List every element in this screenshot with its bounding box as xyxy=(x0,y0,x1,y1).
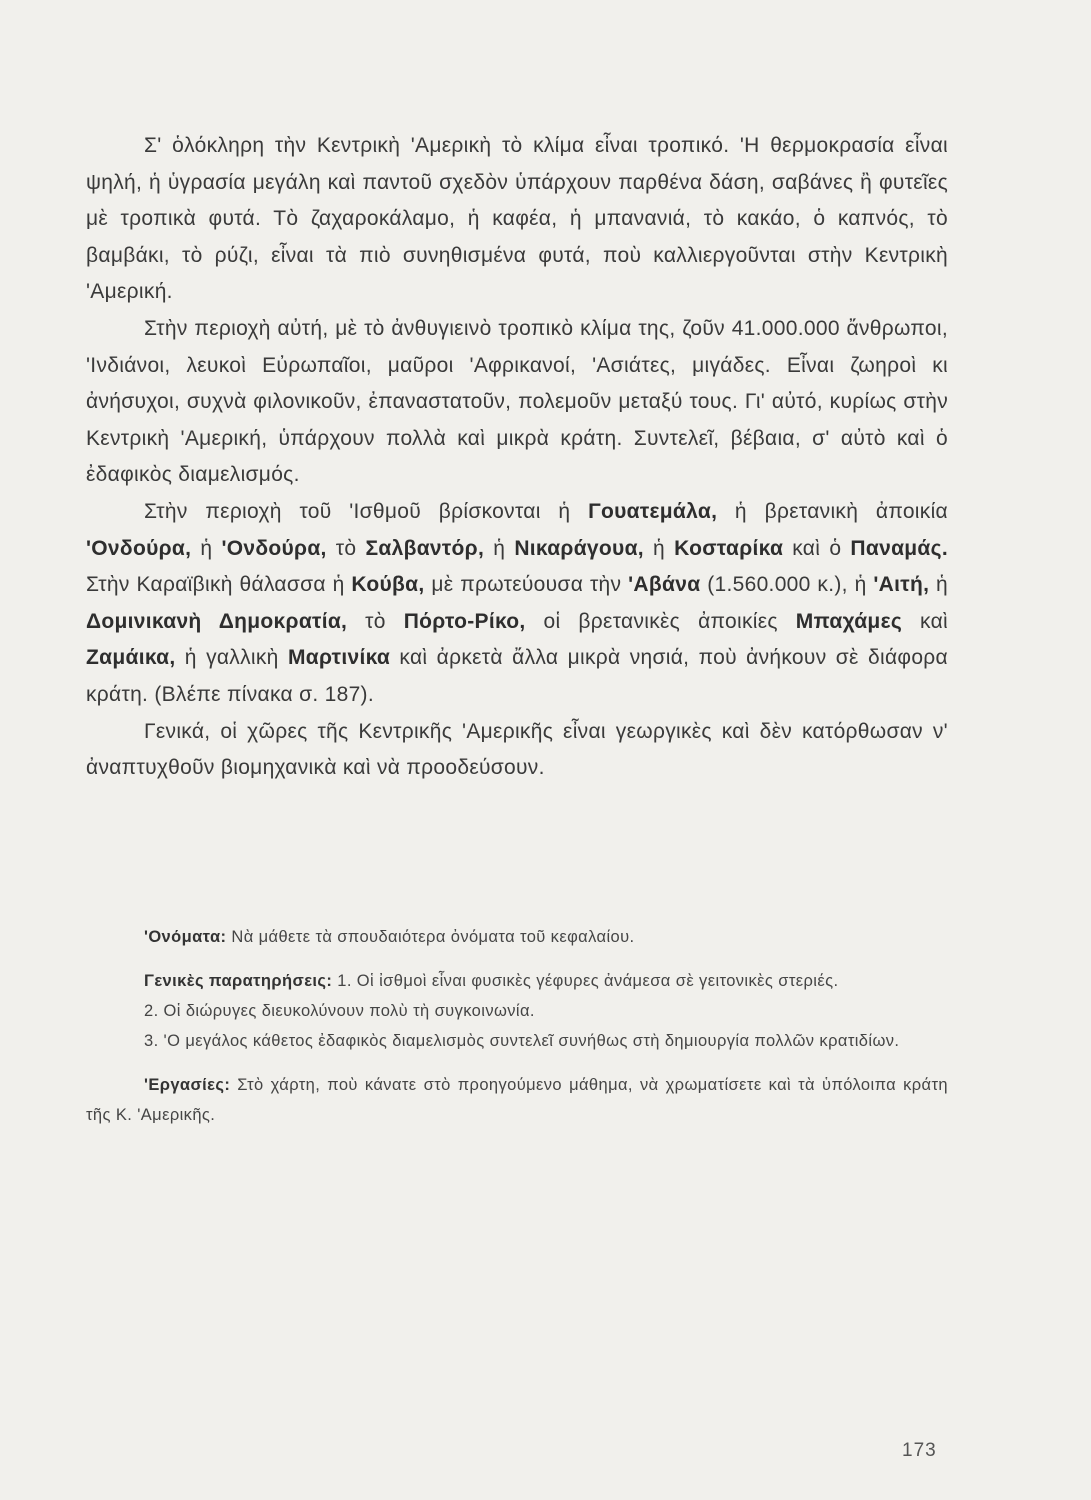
tasks-note: 'Εργασίες: Στὸ χάρτη, ποὺ κάνατε στὸ προηγούμενο μάθημα, νὰ χρωματίσετε καὶ τὰ ὑπόλοιπα κράτη τῆς Κ. 'Αμερικῆς. xyxy=(86,1076,948,1124)
names-note: 'Ονόματα: Νὰ μάθετε τὰ σπουδαιότερα ὀνόματα τοῦ κεφαλαίου. xyxy=(144,928,635,946)
country-name: Κοσταρίκα xyxy=(674,536,784,560)
country-name: 'Αιτή, xyxy=(873,573,930,597)
country-name: Κούβα, xyxy=(351,573,425,597)
country-name: 'Ονδούρα, xyxy=(221,536,327,560)
general-note-3: 3. 'Ο μεγάλος κάθετος ἐδαφικὸς διαμελισμὸς συντελεῖ συνήθως στὴ δημιουργία πολλῶν κρατιδίων. xyxy=(144,1032,900,1050)
general-notes: Γενικὲς παρατηρήσεις: 1. Οἱ ἰσθμοὶ εἶναι φυσικὲς γέφυρες ἀνάμεσα σὲ γειτονικὲς στεριές. xyxy=(144,972,839,990)
country-name: Σαλβαντόρ, xyxy=(365,536,485,560)
country-name: Νικαράγουα, xyxy=(514,536,644,560)
names-label: 'Ονόματα: xyxy=(144,928,227,946)
tasks-label: 'Εργασίες: xyxy=(144,1076,231,1094)
main-text xyxy=(86,128,948,787)
general-note-2: 2. Οἱ διώρυγες διευκολύνουν πολὺ τὴ συγκοινωνία. xyxy=(144,1002,535,1020)
notes-section xyxy=(86,922,948,1130)
country-name: Ζαμάικα, xyxy=(86,646,176,670)
country-name: Μπαχάμες xyxy=(795,609,903,633)
page-number: 173 xyxy=(902,1440,937,1461)
paragraph-summary: Γενικά, οἱ χῶρες τῆς Κεντρικῆς 'Αμερικῆς εἶναι γεωργικὲς καὶ δὲν κατόρθωσαν ν' ἀναπτυχθοῦν βιομηχανικὰ καὶ νὰ προοδεύσουν. xyxy=(86,719,948,780)
country-name: Παναμάς. xyxy=(850,536,948,560)
general-label: Γενικὲς παρατηρήσεις: xyxy=(144,972,333,990)
country-name: Μαρτινίκα xyxy=(287,646,391,670)
paragraph-climate: Σ' ὁλόκληρη τὴν Κεντρικὴ 'Αμερικὴ τὸ κλίμα εἶναι τροπικό. 'Η θερμοκρασία εἶναι ψηλή, ἡ ὑγρασία μεγάλη καὶ παντοῦ σχεδὸν ὑπάρχουν παρθένα δάση, σαβάνες ἢ φυτεῖες μὲ τροπικὰ φυτά. Τὸ ζαχαροκάλαμο, ἡ καφέα, ἡ μπανανιά, τὸ κακάο, ὁ καπνός, τὸ βαμβάκι, τὸ ρύζι, εἶναι τὰ πιὸ συνηθισμένα φυτά, ποὺ καλλιεργοῦνται στὴν Κεντρικὴ 'Αμερική. xyxy=(86,134,948,304)
paragraph-population: Στὴν περιοχὴ αὐτή, μὲ τὸ ἀνθυγιεινὸ τροπικὸ κλίμα της, ζοῦν 41.000.000 ἄνθρωποι, 'Ινδιάνοι, λευκοὶ Εὐρωπαῖοι, μαῦροι 'Αφρικανοί, 'Ασιάτες, μιγάδες. Εἶναι ζωηροὶ κι ἀνήσυχοι, συχνὰ φιλονικοῦν, ἐπαναστατοῦν, πολεμοῦν μεταξύ τους. Γι' αὐτό, κυρίως στὴν Κεντρικὴ 'Αμερική, ὑπάρχουν πολλὰ καὶ μικρὰ κράτη. Συντελεῖ, βέβαια, σ' αὐτὸ καὶ ὁ ἐδαφικὸς διαμελισμός. xyxy=(86,316,948,487)
country-name: 'Ονδούρα, xyxy=(86,536,192,560)
country-name: Γουατεμάλα, xyxy=(588,499,718,523)
capital-name: 'Αβάνα xyxy=(628,573,701,597)
country-name: Πόρτο-Ρίκο, xyxy=(403,609,526,633)
country-name: Δομινικανὴ Δημοκρατία, xyxy=(86,609,348,633)
paragraph-countries: Στὴν περιοχὴ τοῦ 'Ισθμοῦ βρίσκονται ἡ Γουατεμάλα, ἡ βρετανικὴ ἀποικία 'Ονδούρα, ἡ 'Ονδούρα, τὸ Σαλβαντόρ, ἡ Νικαράγουα, ἡ Κοσταρίκα καὶ ὁ Παναμάς. Στὴν Καραϊβικὴ θάλασσα ἡ Κούβα, μὲ πρωτεύουσα τὴν 'Αβάνα (1.560.000 κ.), ἡ 'Αιτή, ἡ Δομινικανὴ Δημοκρατία, τὸ Πόρτο-Ρίκο, οἱ βρετανικὲς ἀποικίες Μπαχάμες καὶ Ζαμάικα, ἡ γαλλικὴ Μαρτινίκα καὶ ἀρκετὰ ἄλλα μικρὰ νησιά, ποὺ ἀνήκουν σὲ διάφορα κράτη. (Βλέπε πίνακα σ. 187). xyxy=(86,499,948,706)
